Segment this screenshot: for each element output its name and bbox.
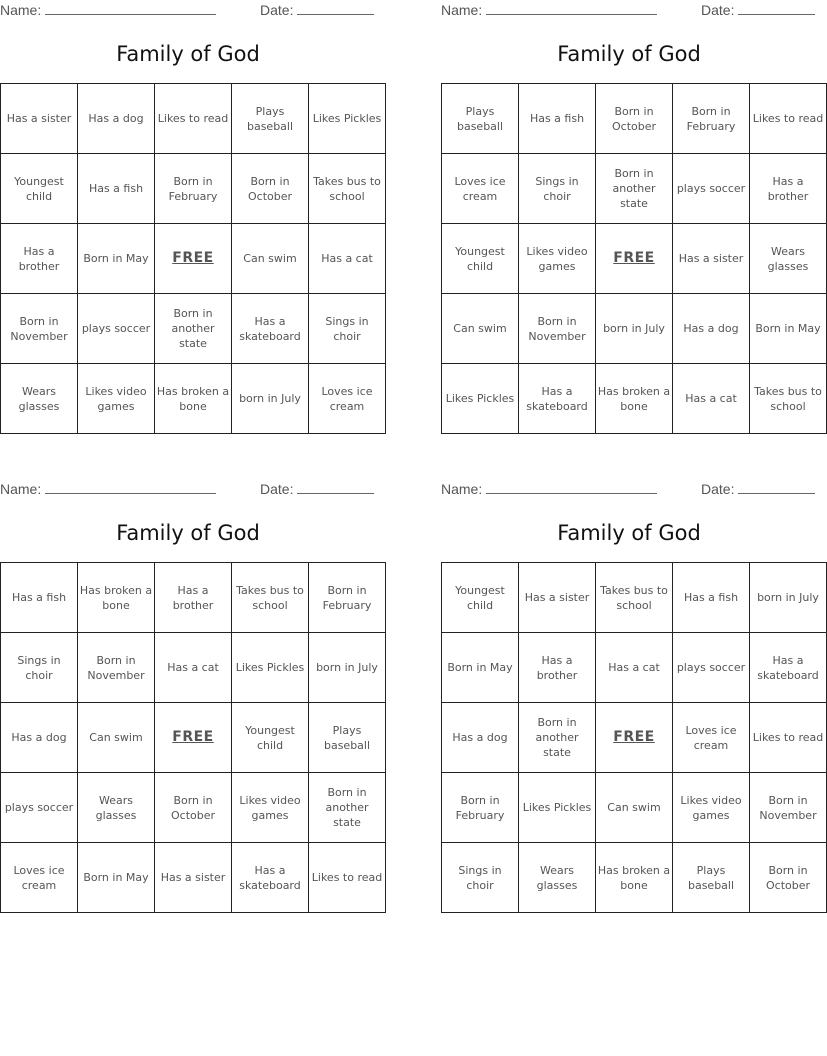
bingo-square[interactable]: Youngest child <box>442 563 519 633</box>
bingo-square[interactable]: Has a brother <box>155 563 232 633</box>
bingo-row <box>1 84 386 154</box>
date-field[interactable] <box>260 2 374 18</box>
bingo-square[interactable]: Sings in choir <box>309 294 386 364</box>
name-field[interactable] <box>0 481 216 497</box>
bingo-row <box>442 843 827 913</box>
bingo-square[interactable]: Has a cat <box>309 224 386 294</box>
card-header <box>0 479 376 501</box>
date-blank-line[interactable] <box>738 481 815 494</box>
bingo-square[interactable]: Wears glasses <box>519 843 596 913</box>
date-blank-line[interactable] <box>297 481 374 494</box>
bingo-square[interactable]: Likes video games <box>78 364 155 434</box>
name-label: Name: <box>441 481 483 497</box>
bingo-row <box>1 703 386 773</box>
bingo-square[interactable]: Has a cat <box>673 364 750 434</box>
bingo-square[interactable]: Likes Pickles <box>232 633 309 703</box>
bingo-square[interactable]: Plays baseball <box>442 84 519 154</box>
bingo-row <box>442 703 827 773</box>
bingo-square[interactable]: Wears glasses <box>78 773 155 843</box>
bingo-row <box>1 294 386 364</box>
name-blank-line[interactable] <box>45 481 216 494</box>
bingo-square[interactable]: Born in February <box>673 84 750 154</box>
name-blank-line[interactable] <box>45 2 216 15</box>
bingo-square[interactable]: Born in February <box>309 563 386 633</box>
bingo-row <box>442 364 827 434</box>
bingo-row <box>1 563 386 633</box>
bingo-square[interactable]: Born in May <box>78 843 155 913</box>
free-space[interactable]: FREE <box>596 224 673 294</box>
date-label: Date: <box>701 481 735 497</box>
date-label: Date: <box>701 2 735 18</box>
bingo-square[interactable]: Can swim <box>232 224 309 294</box>
bingo-grid <box>441 562 827 913</box>
bingo-square[interactable]: Has a dog <box>1 703 78 773</box>
bingo-square[interactable]: Born in February <box>442 773 519 843</box>
bingo-square[interactable]: Born in May <box>442 633 519 703</box>
bingo-square[interactable]: Likes to read <box>750 84 827 154</box>
bingo-square[interactable]: Takes bus to school <box>750 364 827 434</box>
bingo-row <box>442 224 827 294</box>
bingo-square[interactable]: Has broken a bone <box>596 843 673 913</box>
bingo-row <box>442 773 827 843</box>
bingo-square[interactable]: born in July <box>750 563 827 633</box>
name-field[interactable] <box>441 2 657 18</box>
bingo-square[interactable]: Takes bus to school <box>232 563 309 633</box>
bingo-square[interactable]: Has a brother <box>750 154 827 224</box>
bingo-square[interactable]: plays soccer <box>1 773 78 843</box>
bingo-row <box>1 773 386 843</box>
bingo-square[interactable]: Has a skateboard <box>232 843 309 913</box>
card-title: Family of God <box>116 42 260 66</box>
bingo-square[interactable]: Likes to read <box>750 703 827 773</box>
name-field[interactable] <box>0 2 216 18</box>
bingo-square[interactable]: Loves ice cream <box>1 843 78 913</box>
date-blank-line[interactable] <box>738 2 815 15</box>
bingo-row <box>442 84 827 154</box>
bingo-grid <box>0 562 386 913</box>
free-space[interactable]: FREE <box>155 224 232 294</box>
bingo-square[interactable]: Can swim <box>442 294 519 364</box>
bingo-square[interactable]: Born in October <box>232 154 309 224</box>
free-space[interactable]: FREE <box>155 703 232 773</box>
bingo-square[interactable]: Loves ice cream <box>442 154 519 224</box>
bingo-row <box>442 563 827 633</box>
bingo-square[interactable]: Can swim <box>596 773 673 843</box>
bingo-square[interactable]: Born in October <box>155 773 232 843</box>
bingo-square[interactable]: Can swim <box>78 703 155 773</box>
bingo-square[interactable]: Born in another state <box>519 703 596 773</box>
bingo-square[interactable]: Plays baseball <box>232 84 309 154</box>
card-header <box>0 0 376 22</box>
bingo-square[interactable]: Born in another state <box>596 154 673 224</box>
bingo-row <box>442 154 827 224</box>
bingo-square[interactable]: Has a sister <box>673 224 750 294</box>
bingo-square[interactable]: Has a fish <box>519 84 596 154</box>
bingo-square[interactable]: plays soccer <box>673 154 750 224</box>
bingo-square[interactable]: Has a skateboard <box>519 364 596 434</box>
bingo-square[interactable]: born in July <box>232 364 309 434</box>
card-header <box>441 479 817 501</box>
card-title: Family of God <box>557 42 701 66</box>
name-field[interactable] <box>441 481 657 497</box>
bingo-square[interactable]: Likes Pickles <box>519 773 596 843</box>
bingo-square[interactable]: Has a skateboard <box>750 633 827 703</box>
bingo-square[interactable]: Loves ice cream <box>673 703 750 773</box>
bingo-grid <box>0 83 386 434</box>
bingo-square[interactable]: Plays baseball <box>309 703 386 773</box>
bingo-grid <box>441 83 827 434</box>
bingo-row <box>1 843 386 913</box>
bingo-square[interactable]: Likes video games <box>519 224 596 294</box>
bingo-square[interactable]: Has broken a bone <box>596 364 673 434</box>
date-field[interactable] <box>701 481 815 497</box>
bingo-square[interactable]: Has a fish <box>1 563 78 633</box>
bingo-square[interactable]: Plays baseball <box>673 843 750 913</box>
bingo-row <box>1 633 386 703</box>
bingo-square[interactable]: Wears glasses <box>750 224 827 294</box>
bingo-square[interactable]: Born in October <box>750 843 827 913</box>
date-label: Date: <box>260 481 294 497</box>
bingo-row <box>442 633 827 703</box>
bingo-square[interactable]: Has a sister <box>519 563 596 633</box>
bingo-row <box>1 154 386 224</box>
name-label: Name: <box>441 2 483 18</box>
card-title: Family of God <box>116 521 260 545</box>
date-field[interactable] <box>701 2 815 18</box>
bingo-square[interactable]: Has broken a bone <box>78 563 155 633</box>
bingo-square[interactable]: Born in another state <box>309 773 386 843</box>
bingo-square[interactable]: Has a fish <box>673 563 750 633</box>
date-field[interactable] <box>260 481 374 497</box>
bingo-square[interactable]: Born in November <box>750 773 827 843</box>
bingo-square[interactable]: born in July <box>596 294 673 364</box>
bingo-square[interactable]: plays soccer <box>673 633 750 703</box>
name-label: Name: <box>0 2 42 18</box>
bingo-square[interactable]: Has a skateboard <box>232 294 309 364</box>
bingo-square[interactable]: Born in May <box>750 294 827 364</box>
bingo-square[interactable]: Youngest child <box>1 154 78 224</box>
bingo-square[interactable]: born in July <box>309 633 386 703</box>
date-blank-line[interactable] <box>297 2 374 15</box>
bingo-square[interactable]: Born in another state <box>155 294 232 364</box>
bingo-square[interactable]: plays soccer <box>78 294 155 364</box>
bingo-square[interactable]: Born in November <box>1 294 78 364</box>
bingo-square[interactable]: Has a cat <box>596 633 673 703</box>
bingo-square[interactable]: Likes to read <box>309 843 386 913</box>
bingo-square[interactable]: Likes Pickles <box>442 364 519 434</box>
bingo-square[interactable]: Born in November <box>78 633 155 703</box>
bingo-square[interactable]: Has a brother <box>519 633 596 703</box>
bingo-square[interactable]: Likes video games <box>232 773 309 843</box>
date-label: Date: <box>260 2 294 18</box>
bingo-square[interactable]: Sings in choir <box>1 633 78 703</box>
bingo-square[interactable]: Born in May <box>78 224 155 294</box>
bingo-square[interactable]: Youngest child <box>442 224 519 294</box>
bingo-square[interactable]: Wears glasses <box>1 364 78 434</box>
name-blank-line[interactable] <box>486 2 657 15</box>
bingo-square[interactable]: Has a sister <box>1 84 78 154</box>
bingo-square[interactable]: Sings in choir <box>442 843 519 913</box>
bingo-square[interactable]: Likes video games <box>673 773 750 843</box>
bingo-square[interactable]: Has a cat <box>155 633 232 703</box>
card-header <box>441 0 817 22</box>
bingo-row <box>442 294 827 364</box>
bingo-square[interactable]: Has a dog <box>673 294 750 364</box>
bingo-square[interactable]: Takes bus to school <box>596 563 673 633</box>
bingo-square[interactable]: Has a dog <box>78 84 155 154</box>
name-blank-line[interactable] <box>486 481 657 494</box>
name-label: Name: <box>0 481 42 497</box>
card-title: Family of God <box>557 521 701 545</box>
bingo-square[interactable]: Takes bus to school <box>309 154 386 224</box>
bingo-square[interactable]: Born in October <box>596 84 673 154</box>
bingo-square[interactable]: Has a sister <box>155 843 232 913</box>
bingo-square[interactable]: Born in November <box>519 294 596 364</box>
bingo-row <box>1 364 386 434</box>
bingo-square[interactable]: Youngest child <box>232 703 309 773</box>
bingo-square[interactable]: Likes to read <box>155 84 232 154</box>
bingo-square[interactable]: Likes Pickles <box>309 84 386 154</box>
bingo-square[interactable]: Loves ice cream <box>309 364 386 434</box>
bingo-square[interactable]: Born in February <box>155 154 232 224</box>
bingo-square[interactable]: Sings in choir <box>519 154 596 224</box>
bingo-square[interactable]: Has a brother <box>1 224 78 294</box>
bingo-row <box>1 224 386 294</box>
bingo-square[interactable]: Has broken a bone <box>155 364 232 434</box>
bingo-square[interactable]: Has a fish <box>78 154 155 224</box>
bingo-square[interactable]: Has a dog <box>442 703 519 773</box>
free-space[interactable]: FREE <box>596 703 673 773</box>
